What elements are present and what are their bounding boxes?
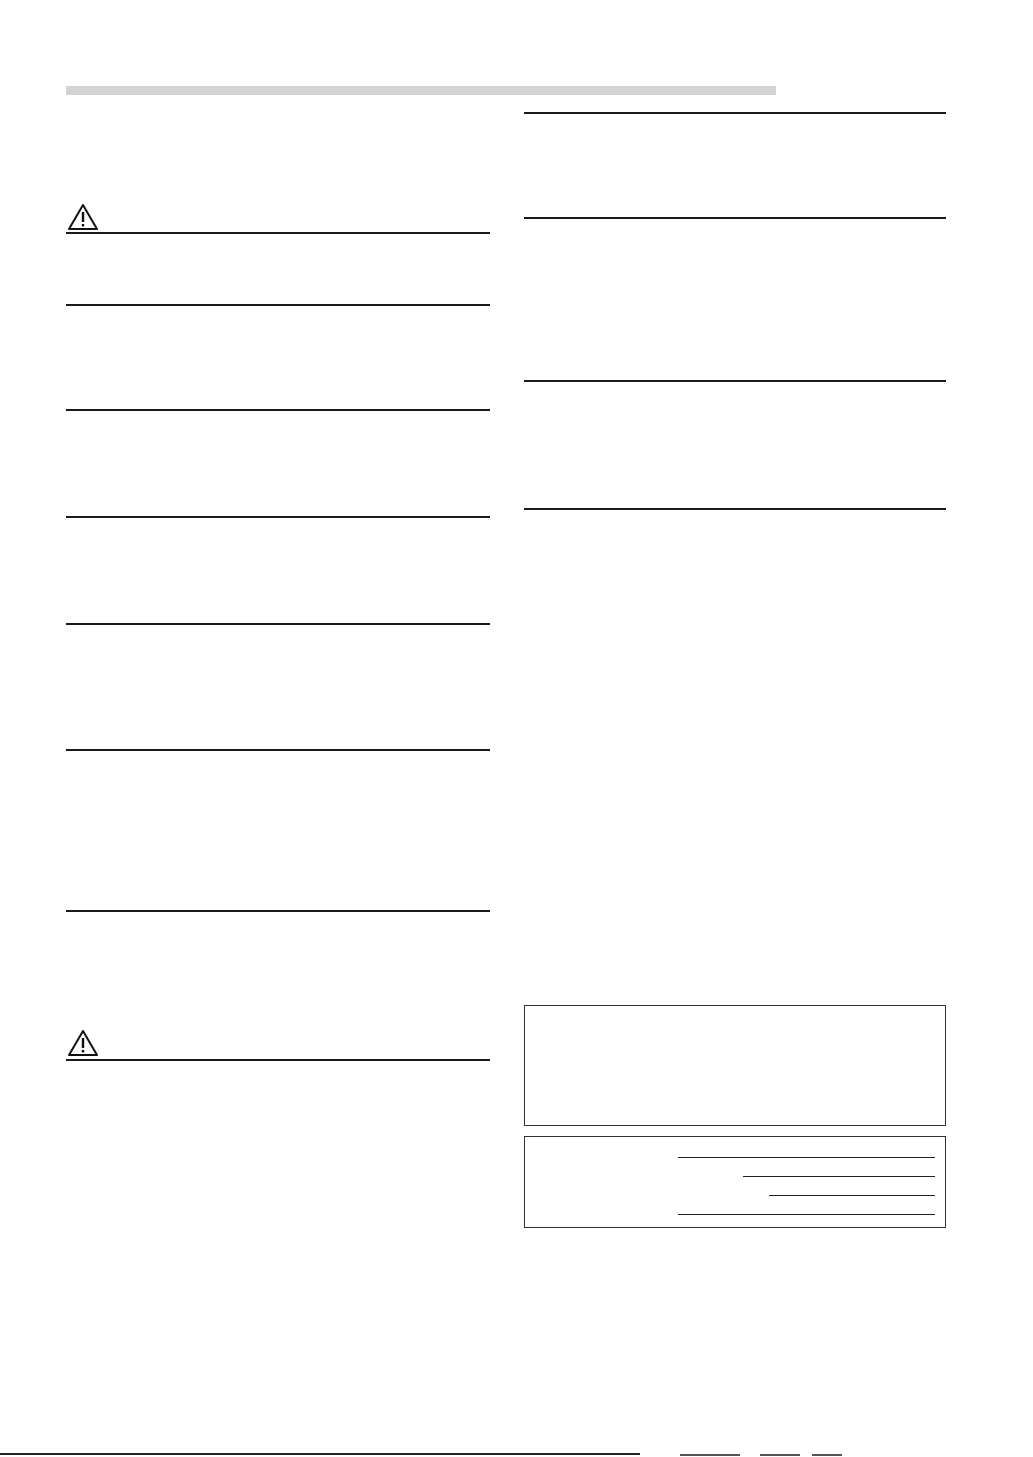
bottom-mark: [680, 1454, 740, 1456]
section-rule: [66, 409, 490, 411]
record-fill-line: [678, 1214, 935, 1215]
record-box: [524, 1136, 946, 1228]
section-rule: [66, 749, 490, 751]
section-rule: [66, 304, 490, 306]
section-rule: [524, 217, 946, 219]
record-fill-line: [678, 1157, 935, 1158]
top-gray-band: [66, 86, 776, 95]
record-fill-line: [769, 1195, 935, 1196]
section-rule: [66, 623, 490, 625]
warning-triangle-icon: [67, 203, 99, 231]
bottom-mark: [760, 1454, 800, 1456]
section-rule: [66, 1059, 490, 1061]
bottom-rule: [0, 1453, 640, 1455]
bottom-mark: [812, 1454, 842, 1456]
section-rule: [524, 112, 946, 114]
warning-triangle-icon: [67, 1029, 99, 1057]
section-rule: [66, 516, 490, 518]
info-box: [524, 1005, 946, 1126]
record-fill-line: [743, 1176, 935, 1177]
section-rule: [66, 232, 490, 234]
section-rule: [66, 910, 490, 912]
section-rule: [524, 508, 946, 510]
section-rule: [524, 380, 946, 382]
